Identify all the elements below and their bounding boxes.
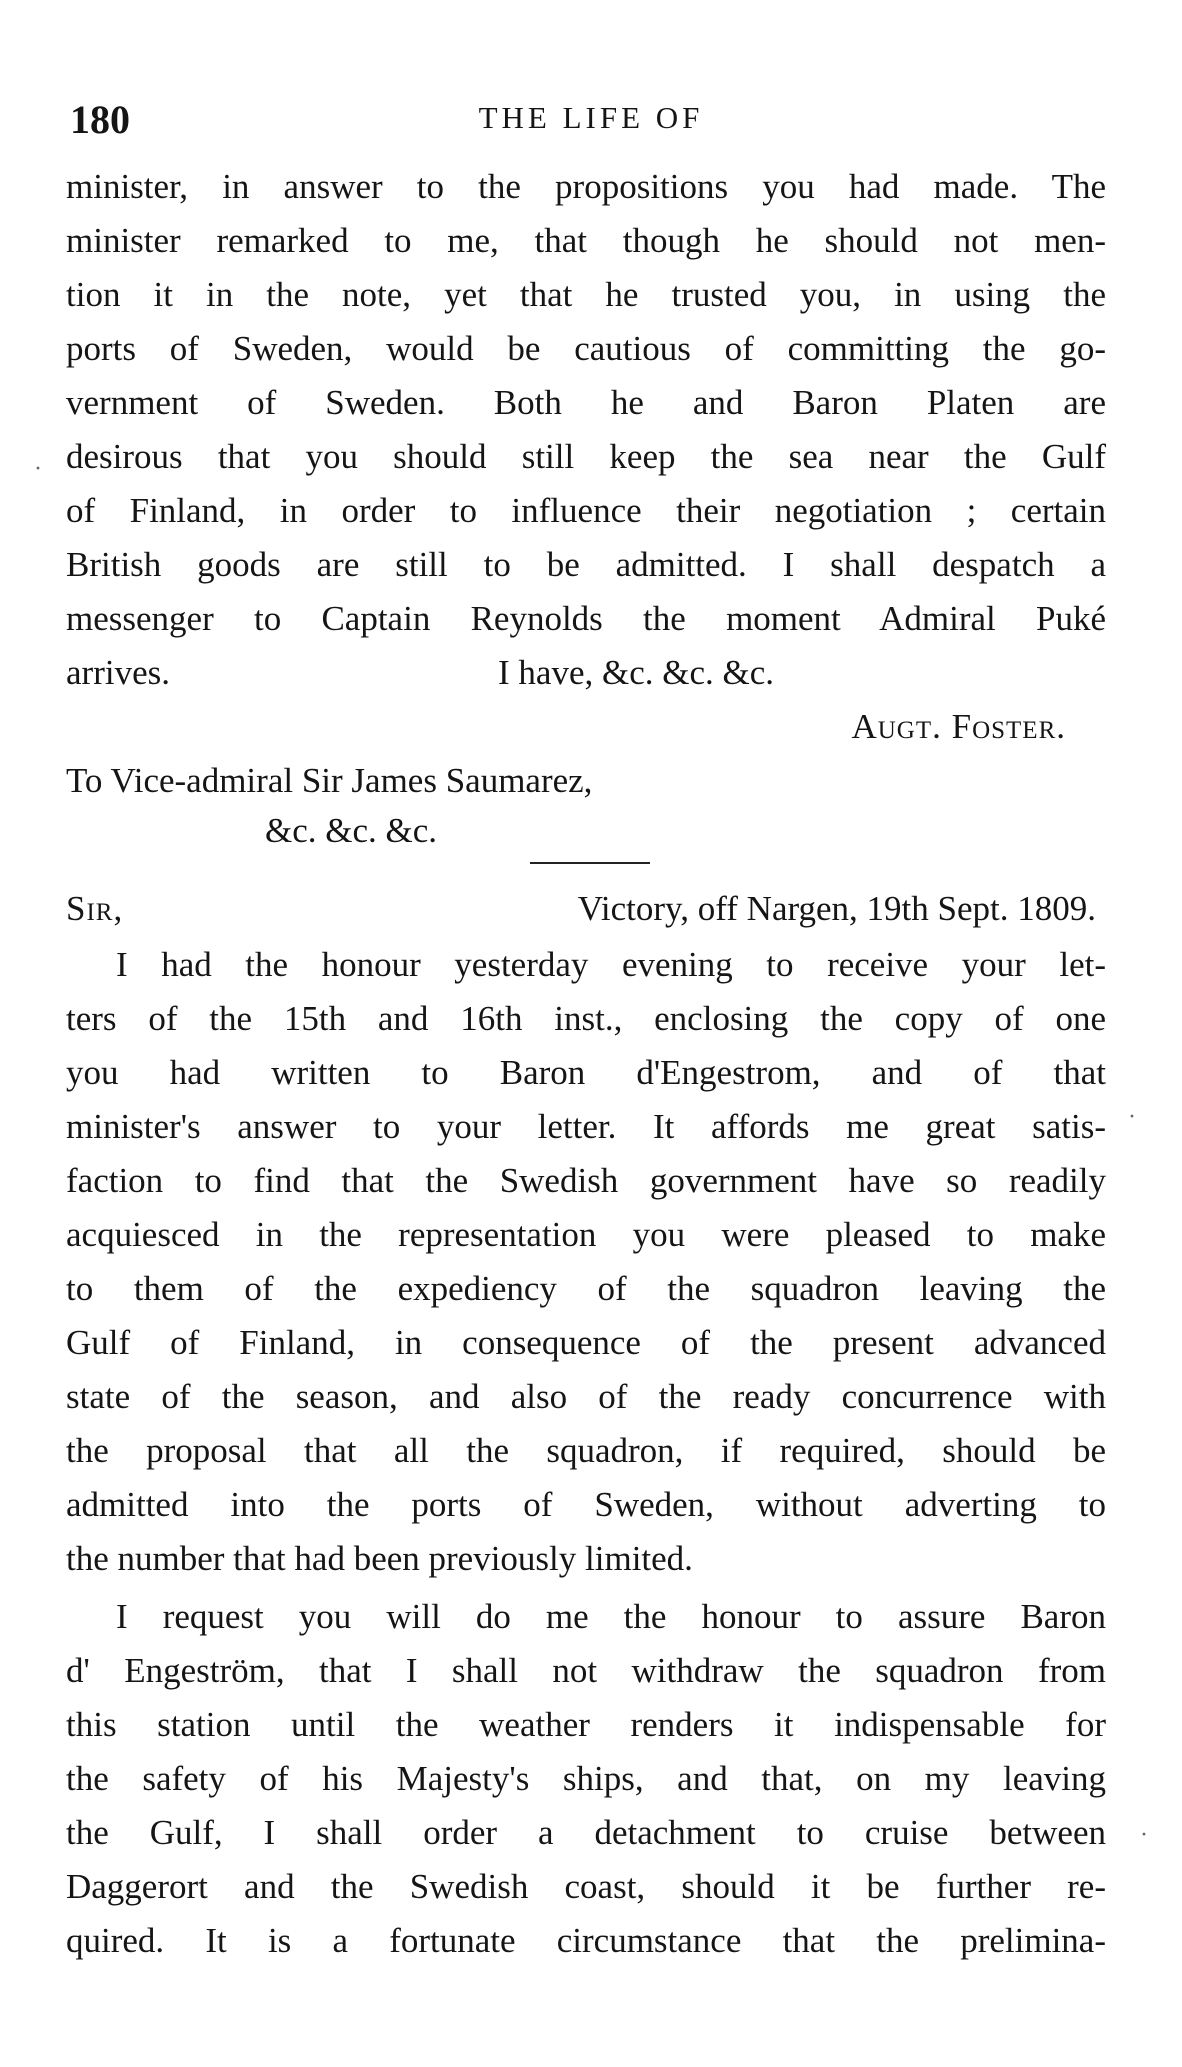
text-line: the proposal that all the squadron, if required, should be xyxy=(66,1431,1106,1470)
running-head: THE LIFE OF xyxy=(478,100,704,135)
text-line: the number that had been previously limited. xyxy=(66,1539,693,1578)
text-line: you had written to Baron d'Engestrom, and of that xyxy=(66,1053,1106,1092)
text-line: faction to find that the Swedish government have so readily xyxy=(66,1161,1106,1200)
letter-heading xyxy=(66,882,1106,936)
section-divider xyxy=(530,862,650,864)
text-line: vernment of Sweden. Both he and Baron Platen are xyxy=(66,383,1106,422)
margin-mark: · xyxy=(34,456,42,482)
closing-word: arrives. xyxy=(66,653,170,692)
salutation: Sir, xyxy=(66,889,124,928)
dateline: Victory, off Nargen, 19th Sept. 1809. xyxy=(577,889,1096,928)
text-line: minister, in answer to the propositions you had made. The xyxy=(66,167,1106,206)
addressee-line: &c. &c. &c. xyxy=(265,811,438,850)
text-line: I had the honour yesterday evening to receive your let- xyxy=(116,945,1106,984)
text-line: tion it in the note, yet that he trusted you, in using the xyxy=(66,275,1106,314)
signature: Augt. Foster. xyxy=(851,707,1066,746)
complimentary-close: I have, &c. &c. &c. xyxy=(498,653,775,692)
text-line: ports of Sweden, would be cautious of committing the go- xyxy=(66,329,1106,368)
text-line: this station until the weather renders it indispensable for xyxy=(66,1705,1106,1744)
page-number: 180 xyxy=(70,97,130,142)
text-line: minister remarked to me, that though he should not men- xyxy=(66,221,1106,260)
text-line: Daggerort and the Swedish coast, should it be further re- xyxy=(66,1867,1106,1906)
text-line: messenger to Captain Reynolds the moment Admiral Puké xyxy=(66,599,1106,638)
text-line: d' Engeström, that I shall not withdraw the squadron from xyxy=(66,1651,1106,1690)
text-line xyxy=(66,646,1106,700)
text-line: British goods are still to be admitted. I shall despatch a xyxy=(66,545,1106,584)
text-line: state of the season, and also of the ready concurrence with xyxy=(66,1377,1106,1416)
text-line: Gulf of Finland, in consequence of the present advanced xyxy=(66,1323,1106,1362)
text-line: quired. It is a fortunate circumstance that the prelimina- xyxy=(66,1921,1106,1960)
page-header xyxy=(66,96,1116,146)
text-line: the Gulf, I shall order a detachment to cruise between xyxy=(66,1813,1106,1852)
text-line: the safety of his Majesty's ships, and that, on my leaving xyxy=(66,1759,1106,1798)
text-line: minister's answer to your letter. It affords me great satis- xyxy=(66,1107,1106,1146)
text-line: desirous that you should still keep the sea near the Gulf xyxy=(66,437,1106,476)
text-line: admitted into the ports of Sweden, without adverting to xyxy=(66,1485,1106,1524)
text-line: ters of the 15th and 16th inst., enclosing the copy of one xyxy=(66,999,1106,1038)
addressee-line: To Vice-admiral Sir James Saumarez, xyxy=(66,761,593,800)
text-line: I request you will do me the honour to assure Baron xyxy=(116,1597,1106,1636)
text-line: acquiesced in the representation you were pleased to make xyxy=(66,1215,1106,1254)
margin-mark: · xyxy=(1140,1822,1148,1848)
margin-mark: · xyxy=(1128,1104,1136,1130)
text-line: of Finland, in order to influence their negotiation ; certain xyxy=(66,491,1106,530)
text-line: to them of the expediency of the squadron leaving the xyxy=(66,1269,1106,1308)
